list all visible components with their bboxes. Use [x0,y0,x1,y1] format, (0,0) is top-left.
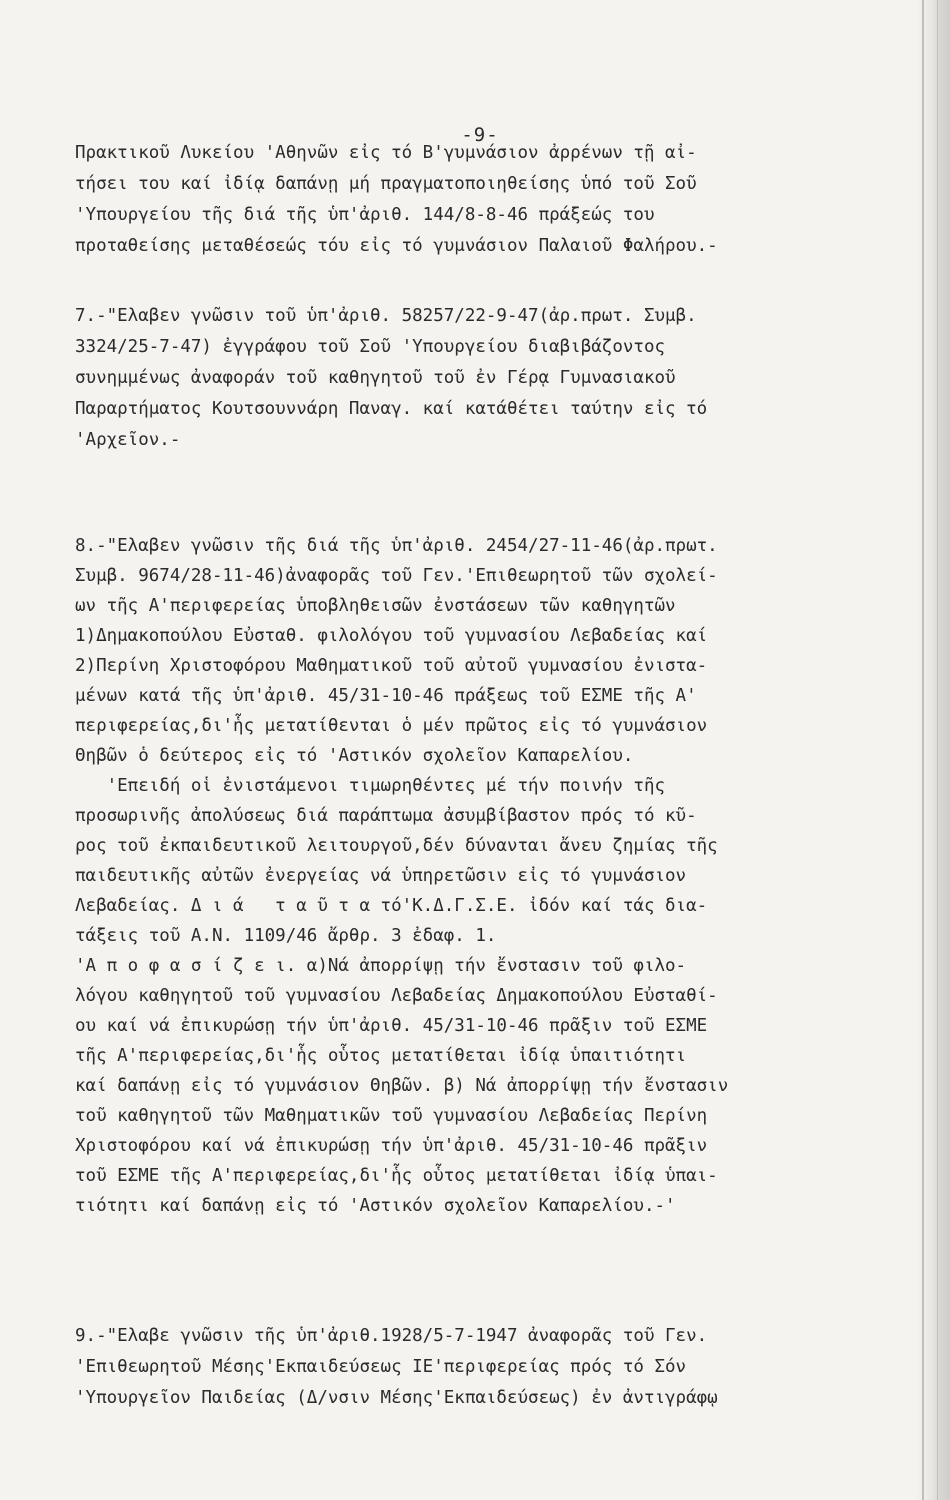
text-line: περιφερείας,δι'ἧς μετατίθενται ὁ μέν πρῶτος εἰς τό γυμνάσιον [75,716,708,736]
text-line: τῆς Α'περιφερείας,δι'ἧς οὗτος μετατίθεται ἰδίᾳ ὑπαιτιότητι [75,1046,687,1066]
text-line: 9.-"Ελαβε γνῶσιν τῆς ὑπ'ἀριθ.1928/5-7-1947 ἀναφορᾶς τοῦ Γεν. [75,1326,708,1346]
text-line: ρος τοῦ ἐκπαιδευτικοῦ λειτουργοῦ,δέν δύνανται ἄνευ ζημίας τῆς [75,836,718,856]
text-line: 3324/25-7-47) ἐγγράφου τοῦ Σοῦ 'Υπουργείου διαβιβάζοντος [75,337,666,357]
text-line: Συμβ. 9674/28-11-46)ἀναφορᾶς τοῦ Γεν.'Επιθεωρητοῦ τῶν σχολεί- [75,566,718,586]
text-line: τήσει του καί ἰδίᾳ δαπάνῃ μή πραγματοποιηθείσης ὑπό τοῦ Σοῦ [75,174,697,194]
text-line: 'Επιθεωρητοῦ Μέσης'Εκπαιδεύσεως ΙΕ'περιφερείας πρός τό Σόν [75,1357,687,1377]
text-line: τάξεις τοῦ Α.Ν. 1109/46 ἄρθρ. 3 ἐδαφ. 1. [75,926,497,946]
text-line: 'Αρχεῖον.- [75,430,181,450]
text-line: τοῦ καθηγητοῦ τῶν Μαθηματικῶν τοῦ γυμνασίου Λεβαδείας Περίνη [75,1106,708,1126]
text-line: 7.-"Ελαβεν γνῶσιν τοῦ ὑπ'ἀριθ. 58257/22-9-47(ἀρ.πρωτ. Συμβ. [75,306,697,326]
text-line: τιότητι καί δαπάνῃ εἰς τό 'Αστικόν σχολεῖον Καπαρελίου.-' [75,1196,676,1216]
text-line: 'Α π ο φ α σ ί ζ ε ι. α)Νά ἀπορρίψῃ τήν ἔνστασιν τοῦ φιλο- [75,956,687,976]
text-line: Παραρτήματος Κουτσουννάρη Παναγ. καί κατάθέτει ταύτην εἰς τό [75,399,708,419]
text-line: παιδευτικῆς αὐτῶν ἐνεργείας νά ὑπηρετῶσιν εἰς τό γυμνάσιον [75,866,687,886]
binding-line [922,0,924,1500]
text-line: Θηβῶν ὁ δεύτερος εἰς τό 'Αστικόν σχολεῖον Καπαρελίου. [75,746,634,766]
text-line: Λεβαδείας. Δ ι ά τ α ῦ τ α τό'Κ.Δ.Γ.Σ.Ε. ἰδόν καί τάς δια- [75,896,708,916]
text-line: καί δαπάνῃ εἰς τό γυμνάσιον Θηβῶν. β) Νά ἀπορρίψῃ τήν ἔνστασιν [75,1076,729,1096]
text-line: τοῦ ΕΣΜΕ τῆς Α'περιφερείας,δι'ἧς οὗτος μετατίθεται ἰδίᾳ ὑπαι- [75,1166,718,1186]
text-line: 'Υπουργείου τῆς διά τῆς ὑπ'ἀριθ. 144/8-8-46 πράξεώς του [75,205,655,225]
text-line: Χριστοφόρου καί νά ἐπικυρώσῃ τήν ὑπ'ἀριθ. 45/31-10-46 πρᾶξιν [75,1136,708,1156]
text-line: μένων κατά τῆς ὑπ'ἀριθ. 45/31-10-46 πράξεως τοῦ ΕΣΜΕ τῆς Α' [75,686,697,706]
text-line: 2)Περίνη Χριστοφόρου Μαθηματικοῦ τοῦ αὐτοῦ γυμνασίου ἐνιστα- [75,656,708,676]
text-line: 8.-"Ελαβεν γνῶσιν τῆς διά τῆς ὑπ'ἀριθ. 2454/27-11-46(ἀρ.πρωτ. [75,536,718,556]
text-line: ου καί νά ἐπικυρώσῃ τήν ὑπ'ἀριθ. 45/31-10-46 πρᾶξιν τοῦ ΕΣΜΕ [75,1016,708,1036]
binding-line-inner [937,0,938,1500]
text-line: προταθείσης μεταθέσεώς τόυ εἰς τό γυμνάσιον Παλαιοῦ Φαλήρου.- [75,236,718,256]
text-line: Πρακτικοῦ Λυκείου 'Αθηνῶν εἰς τό Β'γυμνάσιον ἀρρένων τῇ αἰ- [75,143,697,163]
text-line: 'Επειδή οἱ ἐνιστάμενοι τιμωρηθέντες μέ τήν ποινήν τῆς [75,776,666,796]
text-line: 1)Δημακοπούλου Εὐσταθ. φιλολόγου τοῦ γυμνασίου Λεβαδείας καί [75,626,708,646]
text-line: 'Υπουργεῖον Παιδείας (Δ/νσιν Μέσης'Εκπαιδεύσεως) ἐν ἀντιγράφῳ [75,1388,718,1408]
text-line: ων τῆς Α'περιφερείας ὑποβληθεισῶν ἐνστάσεων τῶν καθηγητῶν [75,596,676,616]
page-number: -9- [461,124,499,146]
text-line: συνημμένως ἀναφοράν τοῦ καθηγητοῦ τοῦ ἐν Γέρᾳ Γυμνασιακοῦ [75,368,676,388]
text-line: προσωρινῆς ἀπολύσεως διά παράπτωμα ἀσυμβίβαστον πρός τό κῦ- [75,806,697,826]
text-line: λόγου καθηγητοῦ τοῦ γυμνασίου Λεβαδείας Δημακοπούλου Εὐσταθί- [75,986,718,1006]
